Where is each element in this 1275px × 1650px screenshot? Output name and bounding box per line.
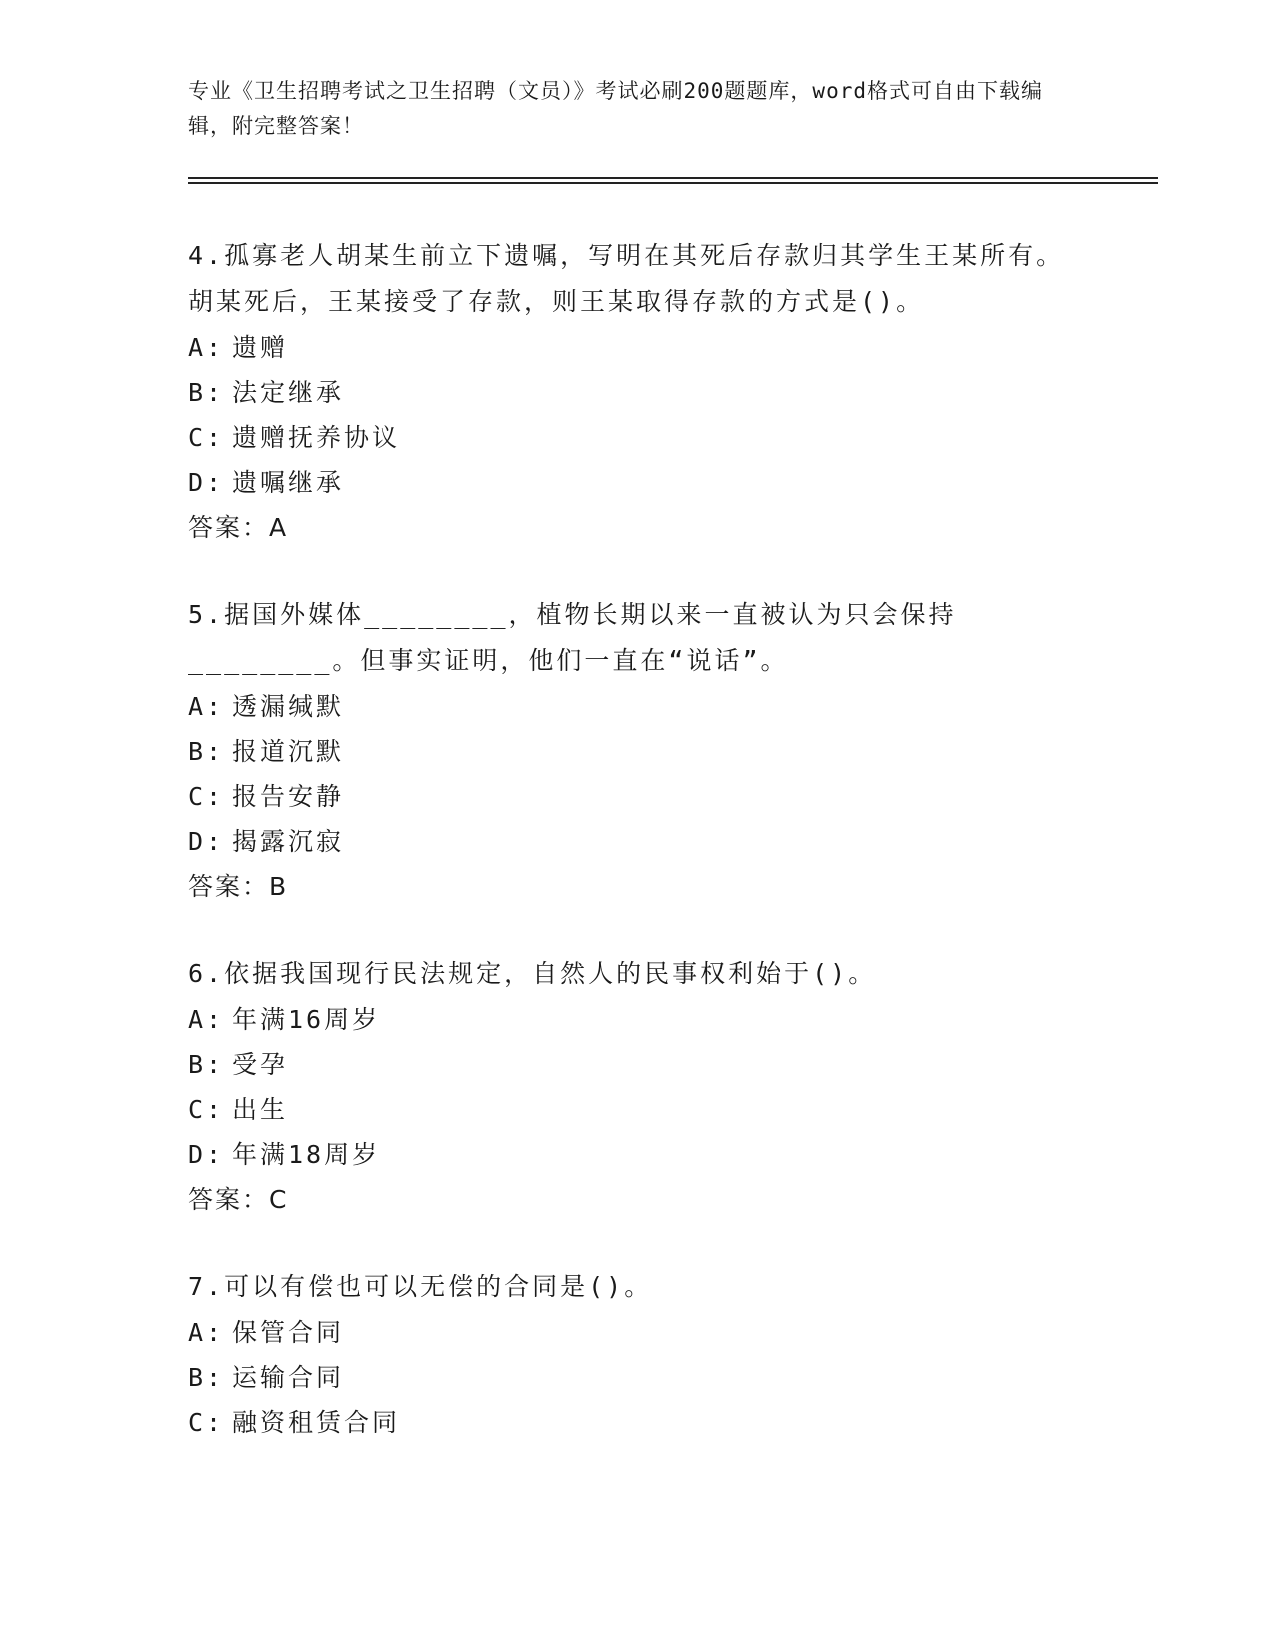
option-b (188, 1355, 1068, 1400)
question-7 (188, 1264, 1068, 1445)
option-text: 遗赠抚养协议 (232, 423, 401, 452)
question-stem: 7.可以有偿也可以无偿的合同是()。 (188, 1272, 653, 1301)
document-header: 专业《卫生招聘考试之卫生招聘（文员）》考试必刷200题题库，word格式可自由下载编辑，附完整答案！ (188, 79, 1043, 138)
option-text: 法定继承 (232, 378, 345, 407)
question-list (188, 233, 1068, 1486)
option-d (188, 819, 1068, 864)
option-key: B: (188, 737, 225, 766)
option-key: A: (188, 1005, 225, 1034)
option-c (188, 1400, 1068, 1445)
option-text: 遗赠 (232, 333, 289, 362)
question-stem: 6.依据我国现行民法规定，自然人的民事权利始于()。 (188, 959, 877, 988)
question-stem: 4.孤寡老人胡某生前立下遗嘱，写明在其死后存款归其学生王某所有。胡某死后，王某接受了存款，则王某取得存款的方式是()。 (188, 241, 1065, 316)
question-4 (188, 233, 1068, 551)
option-text: 年满18周岁 (232, 1140, 381, 1169)
option-c (188, 415, 1068, 460)
option-key: D: (188, 468, 225, 497)
option-key: A: (188, 333, 225, 362)
option-a (188, 325, 1068, 370)
option-text: 出生 (232, 1095, 289, 1124)
answer: 答案：B (188, 872, 289, 901)
header-divider-top (188, 177, 1158, 179)
option-text: 运输合同 (232, 1363, 345, 1392)
option-b (188, 729, 1068, 774)
option-key: C: (188, 1408, 225, 1437)
option-text: 年满16周岁 (232, 1005, 381, 1034)
option-key: D: (188, 827, 225, 856)
option-key: D: (188, 1140, 225, 1169)
question-6 (188, 951, 1068, 1223)
header-divider-bottom (188, 182, 1158, 184)
option-a (188, 997, 1068, 1042)
option-b (188, 370, 1068, 415)
option-text: 报道沉默 (232, 737, 345, 766)
option-text: 融资租赁合同 (232, 1408, 401, 1437)
question-5 (188, 592, 1068, 910)
option-key: B: (188, 1363, 225, 1392)
option-key: A: (188, 1318, 225, 1347)
option-b (188, 1042, 1068, 1087)
option-text: 报告安静 (232, 782, 345, 811)
answer: 答案：C (188, 1185, 289, 1214)
option-key: B: (188, 1050, 225, 1079)
option-text: 保管合同 (232, 1318, 345, 1347)
option-d (188, 1132, 1068, 1177)
answer: 答案：A (188, 513, 289, 542)
option-key: B: (188, 378, 225, 407)
option-text: 受孕 (232, 1050, 289, 1079)
option-d (188, 460, 1068, 505)
option-a (188, 1310, 1068, 1355)
option-c (188, 774, 1068, 819)
option-c (188, 1087, 1068, 1132)
option-key: C: (188, 782, 225, 811)
option-key: A: (188, 692, 225, 721)
option-text: 透漏缄默 (232, 692, 345, 721)
question-stem: 5.据国外媒体________，植物长期以来一直被认为只会保持________。但事实证明，他们一直在“说话”。 (188, 600, 957, 675)
option-a (188, 684, 1068, 729)
option-text: 遗嘱继承 (232, 468, 345, 497)
option-text: 揭露沉寂 (232, 827, 345, 856)
option-key: C: (188, 423, 225, 452)
option-key: C: (188, 1095, 225, 1124)
